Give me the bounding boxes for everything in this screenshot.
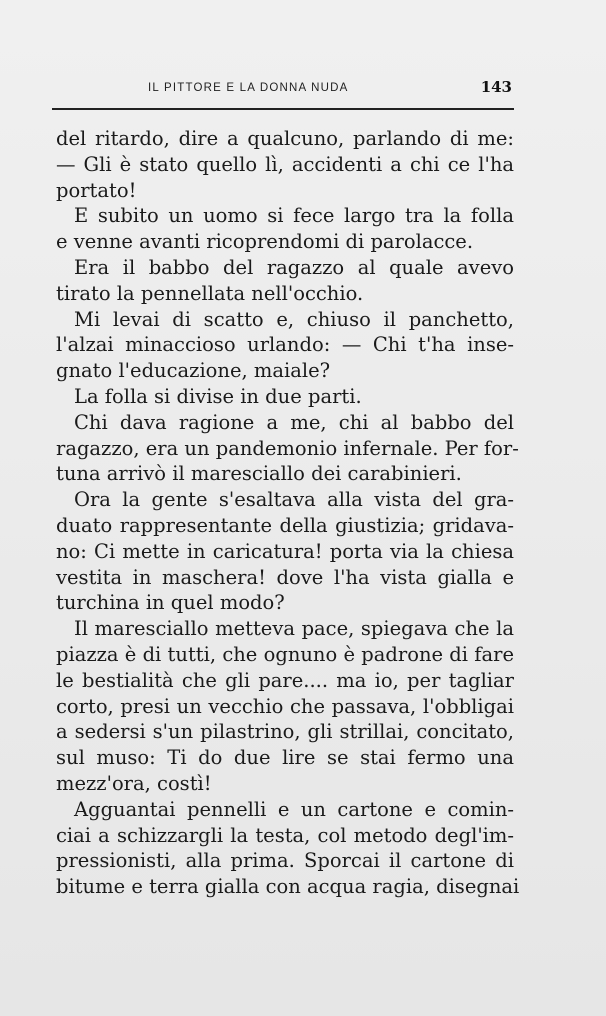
text-line: turchina in quel modo?	[56, 591, 285, 615]
text-line: E subito un uomo si fece largo tra la folla	[74, 204, 514, 228]
text-line: corto, presi un vecchio che passava, l'obbligai	[56, 694, 514, 718]
text-line: del ritardo, dire a qualcuno, parlando di me:	[56, 127, 514, 150]
text-line: ciai a schizzargli la testa, col metodo degl'im-	[56, 823, 514, 847]
text-line: Era il babbo del ragazzo al quale avevo	[74, 255, 514, 279]
text-line: Chi dava ragione a me, chi al babbo del	[74, 410, 514, 434]
text-line: tuna arrivò il maresciallo dei carabinieri.	[56, 462, 462, 486]
body-text	[56, 126, 520, 900]
running-title: IL PITTORE E LA DONNA NUDA	[148, 82, 349, 94]
text-line: Mi levai di scatto e, chiuso il panchetto,	[74, 307, 514, 331]
page-number: 143	[480, 78, 512, 96]
text-line: l'alzai minaccioso urlando: — Chi t'ha inse-	[56, 333, 514, 357]
page-header	[58, 78, 512, 100]
text-line: bitume e terra gialla con acqua ragia, disegnai	[56, 875, 520, 899]
text-line: piazza è di tutti, che ognuno è padrone di fare	[56, 642, 514, 666]
text-line: sul muso: Ti do due lire se stai fermo una	[56, 746, 514, 770]
text-line: — Gli è stato quello lì, accidenti a chi ce l'ha	[56, 152, 514, 176]
text-line: no: Ci mette in caricatura! porta via la chiesa	[56, 539, 514, 563]
text-line: mezz'ora, costì!	[56, 771, 212, 795]
text-line: duato rappresentante della giustizia; gridava-	[56, 513, 514, 537]
text-line: pressionisti, alla prima. Sporcai il cartone di	[56, 849, 514, 873]
text-line: e venne avanti ricoprendomi di parolacce.	[56, 230, 474, 254]
text-line: le bestialità che gli pare.... ma io, per tagliar	[56, 668, 514, 692]
text-line: a sedersi s'un pilastrino, gli strillai, concitato,	[56, 720, 514, 744]
text-line: gnato l'educazione, maiale?	[56, 359, 331, 383]
text-line: ragazzo, era un pandemonio infernale. Per for-	[56, 436, 519, 460]
text-line: La folla si divise in due parti.	[74, 384, 362, 408]
text-line: vestita in maschera! dove l'ha vista gialla e	[56, 565, 514, 589]
text-line: tirato la pennellata nell'occhio.	[56, 281, 364, 305]
text-line: Il maresciallo metteva pace, spiegava che la	[74, 617, 514, 641]
text-line: portato!	[56, 178, 137, 202]
header-rule	[52, 108, 514, 110]
text-line: Ora la gente s'esaltava alla vista del gra-	[74, 488, 514, 512]
text-line: Agguantai pennelli e un cartone e comin-	[74, 797, 514, 821]
